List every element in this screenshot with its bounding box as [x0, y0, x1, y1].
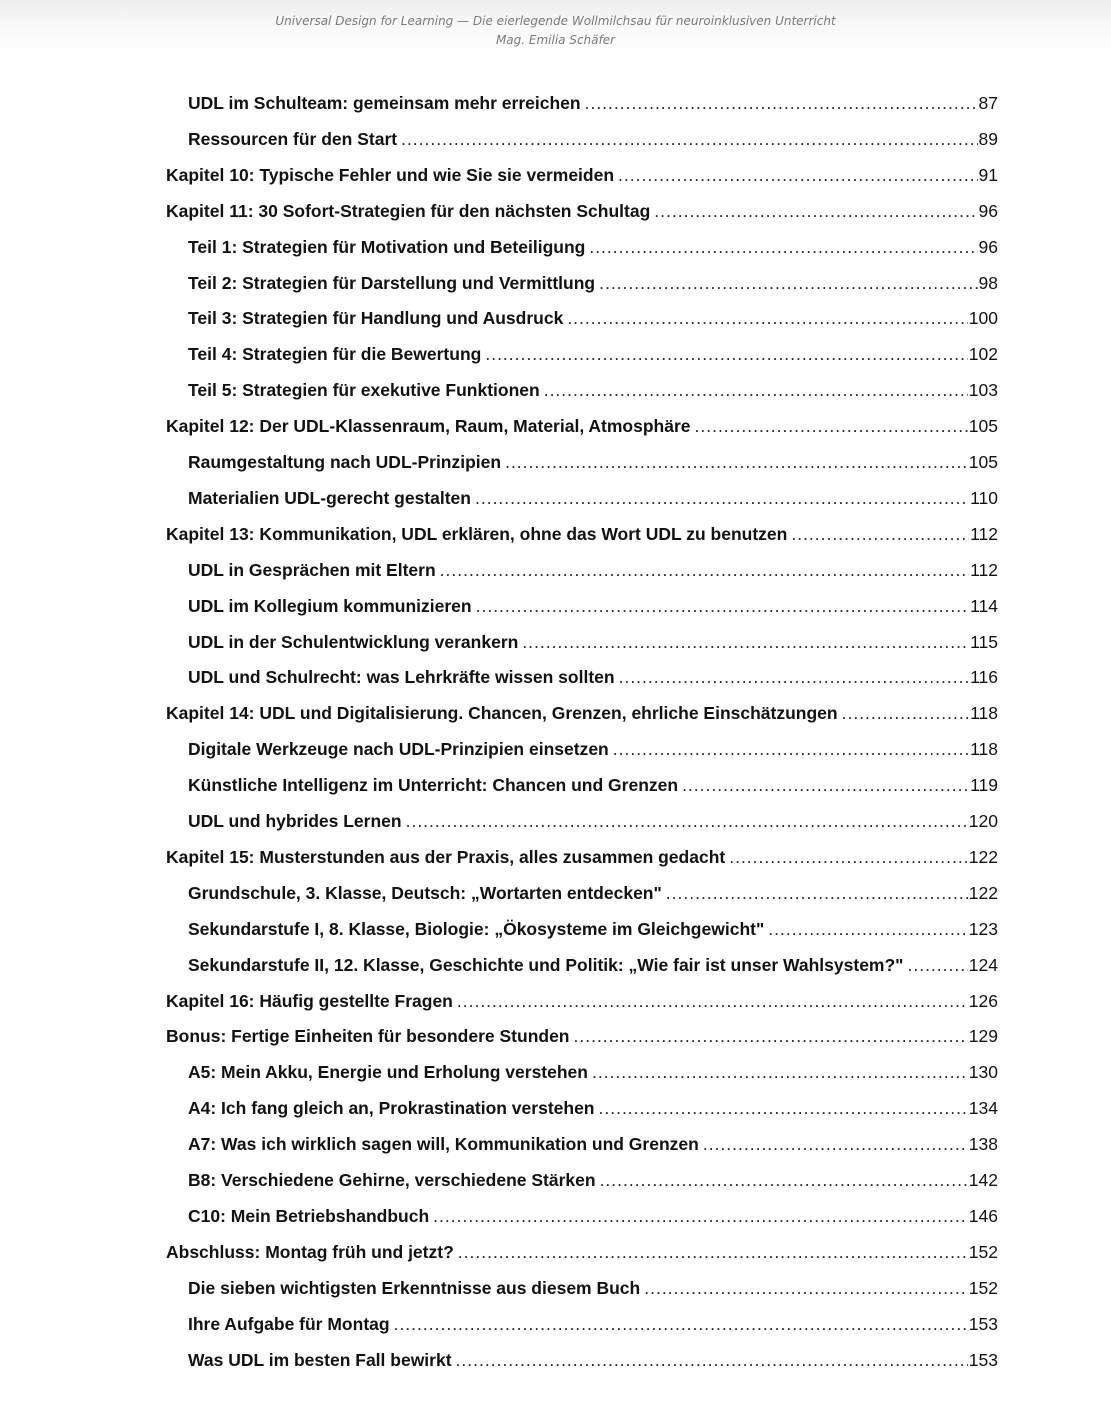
toc-dot-leader [682, 767, 969, 803]
toc-entry-title: C10: Mein Betriebshandbuch [188, 1205, 430, 1226]
toc-page-number: 118 [970, 703, 998, 724]
book-title: Universal Design for Learning — Die eierlegende Wollmilchsau für neuroinklusiven Unterricht [275, 14, 836, 28]
toc-dot-leader [401, 121, 977, 157]
toc-page-number: 89 [978, 128, 998, 149]
toc-entry-title: Teil 4: Strategien für die Bewertung [188, 344, 482, 365]
toc-entry-title: Teil 5: Strategien für exekutive Funktionen [188, 380, 540, 401]
toc-section-entry[interactable] [188, 229, 998, 265]
toc-entry-title: Digitale Werkzeuge nach UDL-Prinzipien einsetzen [188, 739, 609, 760]
toc-entry-title: Teil 1: Strategien für Motivation und Beteiligung [188, 236, 586, 257]
toc-page-number: 112 [970, 559, 998, 580]
toc-dot-leader [505, 444, 968, 480]
toc-dot-leader [456, 1342, 968, 1378]
toc-page-number: 115 [970, 631, 998, 652]
toc-entry-title: Bonus: Fertige Einheiten für besondere Stunden [166, 1026, 570, 1047]
toc-page-number: 142 [968, 1170, 998, 1190]
toc-dot-leader [695, 408, 968, 444]
toc-section-entry[interactable] [188, 1054, 998, 1090]
toc-dot-leader [729, 839, 968, 875]
toc-dot-leader [440, 552, 969, 588]
toc-section-entry[interactable] [188, 336, 998, 372]
toc-page-number: 98 [978, 272, 998, 293]
toc-page-number: 87 [978, 93, 998, 113]
toc-section-entry[interactable] [188, 300, 998, 336]
toc-dot-leader [406, 803, 968, 839]
toc-dot-leader [458, 1234, 968, 1270]
toc-page-number: 105 [968, 452, 998, 472]
toc-entry-title: UDL und Schulrecht: was Lehrkräfte wissen sollten [188, 667, 615, 688]
toc-entry-title: UDL in der Schulentwicklung verankern [188, 631, 519, 652]
toc-section-entry[interactable] [188, 1342, 998, 1378]
toc-dot-leader [599, 265, 977, 301]
toc-page-number: 110 [970, 487, 998, 508]
toc-page-number: 123 [968, 918, 998, 939]
author-name: Mag. Emilia Schäfer [495, 33, 616, 47]
toc-entry-title: Teil 2: Strategien für Darstellung und Vermittlung [188, 272, 596, 293]
toc-entry-title: Künstliche Intelligenz im Unterricht: Chancen und Grenzen [188, 775, 679, 796]
toc-chapter-entry[interactable] [166, 1018, 998, 1054]
toc-section-entry[interactable] [188, 767, 998, 803]
toc-section-entry[interactable] [188, 803, 998, 839]
toc-entry-title: Abschluss: Montag früh und jetzt? [166, 1241, 454, 1262]
toc-entry-title: Was UDL im besten Fall bewirkt [188, 1349, 452, 1370]
toc-dot-leader [618, 157, 978, 193]
toc-chapter-entry[interactable] [166, 157, 998, 193]
toc-section-entry[interactable] [188, 911, 998, 947]
toc-dot-leader [457, 983, 968, 1019]
toc-section-entry[interactable] [188, 85, 998, 121]
toc-dot-leader [842, 695, 969, 731]
toc-dot-leader [394, 1306, 968, 1342]
toc-page-number: 114 [970, 595, 998, 616]
toc-entry-title: Materialien UDL-gerecht gestalten [188, 487, 471, 508]
toc-dot-leader [522, 624, 969, 660]
toc-section-entry[interactable] [188, 875, 998, 911]
toc-dot-leader [476, 588, 969, 624]
toc-page-number: 122 [968, 846, 998, 867]
toc-dot-leader [613, 731, 969, 767]
toc-page-number: 96 [978, 236, 998, 257]
toc-dot-leader [703, 1126, 968, 1162]
toc-page-number: 119 [970, 775, 998, 796]
toc-section-entry[interactable] [188, 552, 998, 588]
toc-section-entry[interactable] [188, 444, 998, 480]
toc-entry-title: Kapitel 12: Der UDL-Klassenraum, Raum, Material, Atmosphäre [166, 416, 691, 437]
toc-page-number: 105 [968, 416, 998, 437]
toc-section-entry[interactable] [188, 1126, 998, 1162]
toc-dot-leader [567, 300, 967, 336]
toc-entry-title: Sekundarstufe II, 12. Klasse, Geschichte und Politik: „Wie fair ist unser Wahlsystem?" [188, 954, 904, 975]
toc-dot-leader [791, 516, 969, 552]
toc-entry-title: Kapitel 14: UDL und Digitalisierung. Chancen, Grenzen, ehrliche Einschätzungen [166, 703, 838, 724]
toc-page-number: 102 [968, 344, 998, 365]
toc-section-entry[interactable] [188, 1306, 998, 1342]
toc-page-number: 120 [968, 811, 998, 831]
toc-page-number: 152 [968, 1277, 998, 1298]
toc-dot-leader [589, 229, 977, 265]
toc-page-number: 153 [968, 1313, 998, 1334]
toc-dot-leader [574, 1018, 968, 1054]
toc-section-entry[interactable] [188, 372, 998, 408]
toc-page-number: 100 [968, 308, 998, 329]
toc-entry-title: Teil 3: Strategien für Handlung und Ausdruck [188, 308, 564, 329]
toc-dot-leader [592, 1054, 968, 1090]
toc-page-number: 138 [968, 1134, 998, 1155]
toc-entry-title: UDL und hybrides Lernen [188, 811, 402, 831]
toc-entry-title: UDL im Kollegium kommunizieren [188, 595, 472, 616]
toc-entry-title: Ihre Aufgabe für Montag [188, 1313, 390, 1334]
toc-entry-title: A5: Mein Akku, Energie und Erholung verstehen [188, 1062, 588, 1083]
toc-entry-title: A7: Was ich wirklich sagen will, Kommunikation und Grenzen [188, 1134, 699, 1155]
toc-chapter-entry[interactable] [166, 408, 998, 444]
toc-chapter-entry[interactable] [166, 193, 998, 229]
toc-chapter-entry[interactable] [166, 1234, 998, 1270]
toc-dot-leader [475, 480, 969, 516]
toc-page-number: 96 [978, 200, 998, 221]
toc-chapter-entry[interactable] [166, 983, 998, 1019]
toc-dot-leader [600, 1162, 968, 1198]
toc-dot-leader [433, 1198, 968, 1234]
toc-dot-leader [644, 1270, 968, 1306]
toc-chapter-entry[interactable] [166, 839, 998, 875]
toc-section-entry[interactable] [188, 588, 998, 624]
toc-entry-title: Kapitel 13: Kommunikation, UDL erklären, ohne das Wort UDL zu benutzen [166, 523, 788, 544]
toc-page-number: 146 [968, 1205, 998, 1226]
toc-section-entry[interactable] [188, 624, 998, 660]
toc-page-number: 112 [970, 523, 998, 544]
toc-section-entry[interactable] [188, 1270, 998, 1306]
toc-dot-leader [619, 659, 970, 695]
toc-entry-title: Kapitel 16: Häufig gestellte Fragen [166, 990, 453, 1011]
toc-entry-title: B8: Verschiedene Gehirne, verschiedene Stärken [188, 1170, 596, 1190]
toc-dot-leader [599, 1090, 968, 1126]
toc-page-number: 130 [968, 1062, 998, 1083]
toc-dot-leader [768, 911, 968, 947]
toc-dot-leader [585, 85, 978, 121]
toc-entry-title: Kapitel 10: Typische Fehler und wie Sie sie vermeiden [166, 164, 615, 185]
toc-page-number: 152 [968, 1241, 998, 1262]
toc-section-entry[interactable] [188, 480, 998, 516]
toc-page-number: 118 [970, 739, 998, 760]
toc-dot-leader [485, 336, 967, 372]
toc-page-number: 134 [968, 1098, 998, 1119]
toc-entry-title: Kapitel 15: Musterstunden aus der Praxis, alles zusammen gedacht [166, 846, 726, 867]
toc-section-entry[interactable] [188, 1162, 998, 1198]
toc-section-entry[interactable] [188, 659, 998, 695]
toc-section-entry[interactable] [188, 947, 998, 983]
toc-entry-title: Die sieben wichtigsten Erkenntnisse aus diesem Buch [188, 1277, 641, 1298]
toc-entry-title: UDL im Schulteam: gemeinsam mehr erreichen [188, 93, 581, 113]
toc-page-number: 129 [968, 1026, 998, 1047]
toc-page-number: 153 [968, 1349, 998, 1370]
toc-dot-leader [907, 947, 967, 983]
toc-entry-title: Grundschule, 3. Klasse, Deutsch: „Wortarten entdecken" [188, 882, 662, 903]
toc-page-number: 124 [968, 954, 998, 975]
running-header [0, 12, 1111, 50]
toc-dot-leader [666, 875, 968, 911]
toc-section-entry[interactable] [188, 1090, 998, 1126]
toc-dot-leader [544, 372, 968, 408]
toc-section-entry[interactable] [188, 1198, 998, 1234]
toc-page-number: 116 [970, 667, 998, 688]
toc-section-entry[interactable] [188, 731, 998, 767]
toc-chapter-entry[interactable] [166, 516, 998, 552]
toc-section-entry[interactable] [188, 121, 998, 157]
toc-page-number: 103 [968, 380, 998, 401]
toc-page-number: 91 [978, 164, 998, 185]
toc-entry-title: A4: Ich fang gleich an, Prokrastination verstehen [188, 1098, 595, 1119]
toc-page-number: 126 [968, 990, 998, 1011]
toc-chapter-entry[interactable] [166, 695, 998, 731]
toc-entry-title: Ressourcen für den Start [188, 128, 398, 149]
toc-entry-title: UDL in Gesprächen mit Eltern [188, 559, 436, 580]
toc-page-number: 122 [968, 882, 998, 903]
toc-dot-leader [654, 193, 977, 229]
toc-entry-title: Raumgestaltung nach UDL-Prinzipien [188, 452, 502, 472]
toc-entry-title: Kapitel 11: 30 Sofort-Strategien für den nächsten Schultag [166, 200, 651, 221]
toc-section-entry[interactable] [188, 265, 998, 301]
toc-entry-title: Sekundarstufe I, 8. Klasse, Biologie: „Ökosysteme im Gleichgewicht" [188, 918, 765, 939]
